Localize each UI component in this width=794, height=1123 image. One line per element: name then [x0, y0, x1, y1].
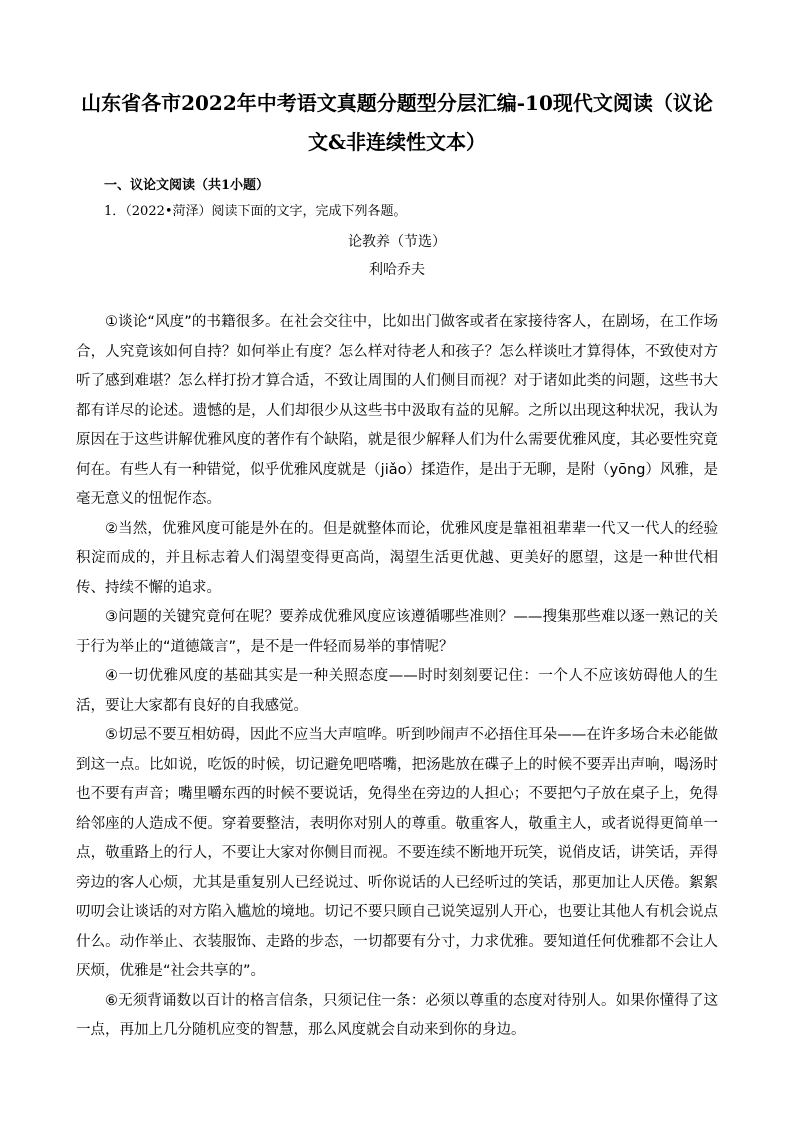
question-prompt: 1．（2022•菏泽）阅读下面的文字，完成下列各题。 [104, 204, 407, 219]
document-title: 山东省各市2022年中考语文真题分题型分层汇编-10现代文阅读（议论文&非连续性文本） [81, 91, 713, 154]
essay-paragraph: ①谈论“风度”的书籍很多。在社会交往中，比如出门做客或者在家接待客人，在剧场，在工作场合，人究竟该如何自持？如何举止有度？怎么样对待老人和孩子？怎么样谈吐才算得体，不致使对方听了感到难堪？怎么样打扮才算合适，不致让周围的人们侧目而视？对于诸如此类的问题，这些书大都有详尽的论述。遗憾的是，人们却很少从这些书中汲取有益的见解。之所以出现这种状况，我认为原因在于这些讲解优雅风度的著作有个缺陷，就是很少解释人们为什么需要优雅风度，其必要性究竟何在。有些人有一种错觉，似乎优雅风度就是（jiǎo）揉造作，是出于无聊，是附（yōng）风雅，是毫无意义的忸怩作态。 [76, 314, 718, 507]
essay-author: 利哈乔夫 [369, 262, 425, 278]
essay-paragraph: ⑥无须背诵数以百计的格言信条，只须记住一条：必须以尊重的态度对待别人。如果你懂得了这一点，再加上几分随机应变的智慧，那么风度就会自动来到你的身边。 [76, 992, 718, 1038]
essay-paragraph: ③问题的关键究竟何在呢？要养成优雅风度应该遵循哪些准则？——搜集那些难以逐一熟记的关于行为举止的“道德箴言”，是不是一件轻而易举的事情呢？ [76, 609, 718, 655]
essay-paragraph: ④一切优雅风度的基础其实是一种关照态度——时时刻刻要记住：一个人不应该妨碍他人的生活，要让大家都有良好的自我感觉。 [76, 668, 718, 714]
essay-title: 论教养（节选） [348, 234, 446, 250]
section-heading: 一、议论文阅读（共1小题） [104, 178, 270, 193]
essay-body [76, 308, 718, 1046]
essay-paragraph: ②当然，优雅风度可能是外在的。但是就整体而论，优雅风度是靠祖祖辈辈一代又一代人的经验积淀而成的，并且标志着人们渴望变得更高尚，渴望生活更优越、更美好的愿望，这是一种世代相传、持续不懈的追求。 [76, 520, 718, 596]
essay-paragraph: ⑤切忌不要互相妨碍，因此不应当大声喧哗。听到吵闹声不必捂住耳朵——在许多场合未必能做到这一点。比如说，吃饭的时候，切记避免吧嗒嘴，把汤匙放在碟子上的时候不要弄出声响，喝汤时也不要有声音；嘴里嚼东西的时候不要说话，免得坐在旁边的人担心；不要把勺子放在桌子上，免得给邻座的人造成不便。穿着要整洁，表明你对别人的尊重。敬重客人，敬重主人，或者说得更简单一点，敬重路上的行人，不要让大家对你侧目而视。不要连续不断地开玩笑，说俏皮话，讲笑话，弄得旁边的客人心烦，尤其是重复别人已经说过、听你说话的人已经听过的笑话，那更加让人厌倦。絮絮叨叨会让谈话的对方陷入尴尬的境地。切记不要只顾自己说笑逗别人开心，也要让其他人有机会说点什么。动作举止、衣装服饰、走路的步态，一切都要有分寸，力求优雅。要知道任何优雅都不会让人厌烦，优雅是“社会共享的”。 [76, 727, 718, 979]
